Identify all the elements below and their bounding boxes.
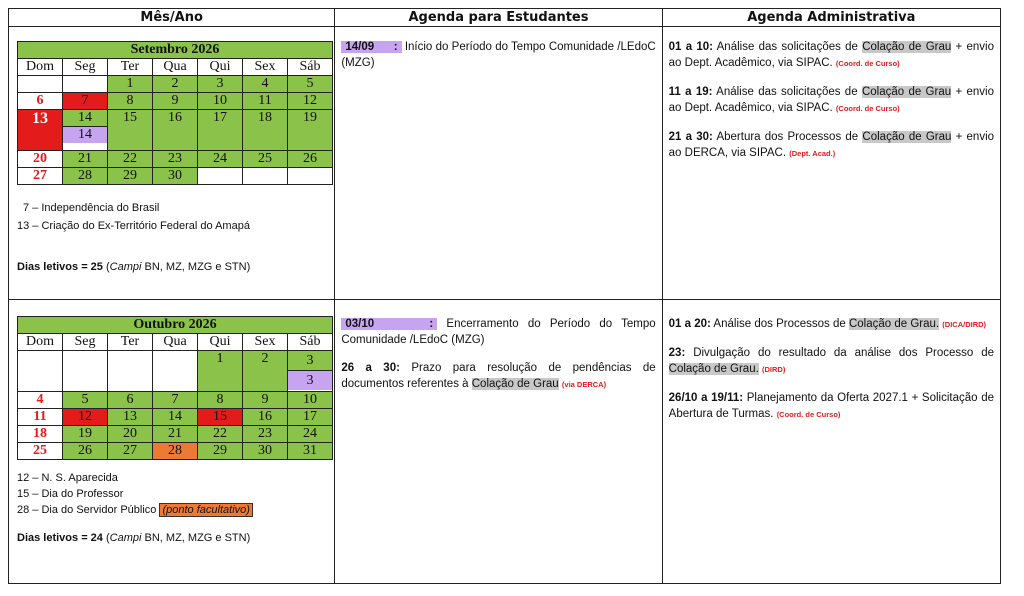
day-cell: 5: [63, 392, 108, 409]
day-cell: 1: [108, 76, 153, 93]
holiday-note: 12 – N. S. Aparecida: [17, 472, 118, 484]
holiday-note: 7 – Independência do Brasil: [23, 202, 160, 214]
student-item: [341, 360, 655, 393]
day-cell-sunday: 18: [18, 426, 63, 443]
responsible-tag: (Dept. Acad.): [789, 149, 836, 158]
day-cell: 16: [243, 409, 288, 426]
event-date: 26 a 30:: [341, 362, 400, 374]
weekday-label: Qui: [198, 334, 243, 351]
day-cell: 26: [63, 443, 108, 460]
campi-word: Campi: [109, 532, 142, 544]
event-text: Prazo para resolução de pendências de documentos referentes à: [341, 362, 656, 390]
admin-date: 26/10 a 19/11:: [668, 392, 744, 404]
day-cell: 12: [288, 93, 333, 110]
day-cell: 8: [108, 93, 153, 110]
school-days-count: Dias letivos = 25 (Campi BN, MZ, MZG e STN): [17, 261, 251, 273]
day-cell: 16: [153, 110, 198, 151]
highlight-colacao: Colação de Grau.: [848, 318, 940, 330]
responsible-tag: (Coord. de Curso): [776, 410, 841, 419]
weekday-label: Ter: [108, 334, 153, 351]
event-text: Encerramento do Período do Tempo Comunidade /LEdoC (MZG): [341, 318, 656, 346]
day-cell: 15: [108, 110, 153, 151]
day-cell: 30: [243, 443, 288, 460]
day-empty: [63, 76, 108, 93]
academic-calendar-table: [8, 8, 1001, 584]
day-cell: 9: [243, 392, 288, 409]
campi-word: Campi: [109, 261, 142, 273]
day-cell: 25: [243, 151, 288, 168]
day-cell: 4: [243, 76, 288, 93]
september-admin-agenda: [662, 27, 1000, 300]
responsible-tag: (DICA/DIRD): [942, 320, 987, 329]
campi-list: BN, MZ, MZG e STN): [144, 261, 251, 273]
day-cell: 10: [198, 93, 243, 110]
day-cell: 2: [153, 76, 198, 93]
holiday-note: 28 – Dia do Servidor Público (ponto facultativo): [17, 502, 334, 518]
day-cell: 21: [63, 151, 108, 168]
day-cell: 6: [108, 392, 153, 409]
day-empty: [288, 168, 333, 185]
day-cell: 18: [243, 110, 288, 151]
day-cell: 28: [63, 168, 108, 185]
admin-item: 01 a 20: Análise dos Processos de Colação de Grau. (DICA/DIRD): [668, 318, 987, 330]
weekday-label: Seg: [63, 59, 108, 76]
day-empty: [243, 168, 288, 185]
day-cell-sunday: 20: [18, 151, 63, 168]
day-cell-sunday: 11: [18, 409, 63, 426]
responsible-tag: (Coord. de Curso): [835, 59, 900, 68]
highlight-colacao: Colação de Grau: [862, 131, 952, 143]
september-cell: [9, 27, 335, 300]
day-empty: [18, 351, 63, 392]
day-empty: [153, 351, 198, 392]
weekday-label: Qui: [198, 59, 243, 76]
student-item: [341, 39, 655, 71]
campi-list: BN, MZ, MZG e STN): [144, 532, 251, 544]
day-cell: 2: [243, 351, 288, 392]
admin-item: 23: Divulgação do resultado da análise dos Processo de Colação de Grau. (DIRD): [668, 347, 994, 375]
day-cell: 29: [198, 443, 243, 460]
day-cell-split: 14 14: [63, 110, 108, 151]
day-cell: 5: [288, 76, 333, 93]
day-cell: 31: [288, 443, 333, 460]
day-cell-holiday: 7: [63, 93, 108, 110]
weekday-label: Ter: [108, 59, 153, 76]
highlight-colacao: Colação de Grau.: [668, 363, 759, 375]
admin-item: 26/10 a 19/11: Planejamento da Oferta 2027.1 + Solicitação de Abertura de Turmas. (Coord. de Curso): [668, 392, 994, 420]
day-cell: 23: [243, 426, 288, 443]
day-cell: 22: [108, 151, 153, 168]
october-calendar: [17, 316, 333, 460]
admin-item: 01 a 10: Análise das solicitações de Colação de Grau + envio ao Dept. Acadêmico, via SIPAC. (Coord. de Curso): [668, 41, 994, 69]
holiday-note: 15 – Dia do Professor: [17, 488, 124, 500]
day-empty: [108, 351, 153, 392]
event-date: 14/09 :: [341, 41, 401, 53]
day-cell: 7: [153, 392, 198, 409]
day-cell: 19: [288, 110, 333, 151]
day-cell: 10: [288, 392, 333, 409]
october-cell: [9, 300, 335, 584]
holiday-notes: [17, 199, 334, 235]
day-cell-sunday: 4: [18, 392, 63, 409]
weekday-label: Dom: [18, 334, 63, 351]
school-days-count: Dias letivos = 24 (Campi BN, MZ, MZG e STN): [17, 532, 251, 544]
weekday-label: Seg: [63, 334, 108, 351]
header-student-agenda: Agenda para Estudantes: [335, 9, 662, 27]
header-admin-agenda: Agenda Administrativa: [662, 9, 1000, 27]
day-cell-holiday: 15: [198, 409, 243, 426]
day-cell: 13: [108, 409, 153, 426]
day-cell: 3: [198, 76, 243, 93]
day-cell: 21: [153, 426, 198, 443]
october-student-agenda: [335, 300, 662, 584]
day-empty: [18, 76, 63, 93]
admin-date: 01 a 20:: [668, 318, 711, 330]
day-cell: 24: [198, 151, 243, 168]
weekday-label: Qua: [153, 59, 198, 76]
highlight-colacao: Colação de Grau: [862, 41, 952, 53]
responsible-tag: (via DERCA): [561, 380, 607, 389]
day-cell-optional: 28: [153, 443, 198, 460]
day-cell: 27: [108, 443, 153, 460]
weekday-label: Dom: [18, 59, 63, 76]
admin-item: 21 a 30: Abertura dos Processos de Colação de Grau + envio ao DERCA, via SIPAC. (Dept. Acad.): [668, 131, 995, 159]
admin-date: 23:: [668, 347, 686, 359]
day-cell: 22: [198, 426, 243, 443]
optional-day-highlight: (ponto facultativo): [159, 503, 252, 517]
school-days-label: Dias letivos = 24: [17, 532, 103, 544]
calendar-title: Outubro 2026: [18, 317, 333, 334]
day-cell: 23: [153, 151, 198, 168]
highlight-colacao: Colação de Grau: [471, 378, 559, 390]
holiday-notes: [17, 470, 334, 518]
day-cell-holiday: 13: [18, 110, 63, 151]
day-cell: 19: [63, 426, 108, 443]
day-cell: 14: [153, 409, 198, 426]
day-cell-split: 3 3: [288, 351, 333, 392]
day-cell: 24: [288, 426, 333, 443]
day-cell: 29: [108, 168, 153, 185]
day-cell: 30: [153, 168, 198, 185]
calendar-title: Setembro 2026: [18, 42, 333, 59]
school-days-label: Dias letivos = 25: [17, 261, 103, 273]
day-cell: 20: [108, 426, 153, 443]
october-admin-agenda: [662, 300, 1000, 584]
day-cell: 9: [153, 93, 198, 110]
highlight-colacao: Colação de Grau: [861, 86, 952, 98]
event-date: 03/10 :: [341, 318, 437, 330]
day-cell: 11: [243, 93, 288, 110]
september-student-agenda: [335, 27, 662, 300]
day-cell: 17: [198, 110, 243, 151]
event-text: Início do Período do Tempo Comunidade /LEdoC (MZG): [341, 41, 656, 69]
day-empty: [63, 351, 108, 392]
weekday-label: Sáb: [288, 59, 333, 76]
day-empty: [198, 168, 243, 185]
student-item: [341, 316, 655, 348]
weekday-label: Sex: [243, 334, 288, 351]
day-cell: 26: [288, 151, 333, 168]
day-cell-sunday: 27: [18, 168, 63, 185]
weekday-label: Sex: [243, 59, 288, 76]
header-month-year: Mês/Ano: [9, 9, 335, 27]
responsible-tag: (Coord. de Curso): [835, 104, 900, 113]
holiday-note: 13 – Criação do Ex-Território Federal do Amapá: [17, 220, 250, 232]
day-cell: 8: [198, 392, 243, 409]
weekday-label: Sáb: [288, 334, 333, 351]
day-cell: 1: [198, 351, 243, 392]
day-cell-holiday: 12: [63, 409, 108, 426]
admin-date: 01 a 10:: [668, 41, 713, 53]
weekday-label: Qua: [153, 334, 198, 351]
admin-item: 11 a 19: Análise das solicitações de Colação de Grau + envio ao Dept. Acadêmico, via SIPAC. (Coord. de Curso): [668, 86, 994, 114]
responsible-tag: (DIRD): [762, 365, 786, 374]
admin-date: 11 a 19:: [668, 86, 713, 98]
admin-date: 21 a 30:: [668, 131, 713, 143]
day-cell-sunday: 6: [18, 93, 63, 110]
day-cell: 17: [288, 409, 333, 426]
september-calendar: [17, 41, 333, 185]
day-cell-sunday: 25: [18, 443, 63, 460]
